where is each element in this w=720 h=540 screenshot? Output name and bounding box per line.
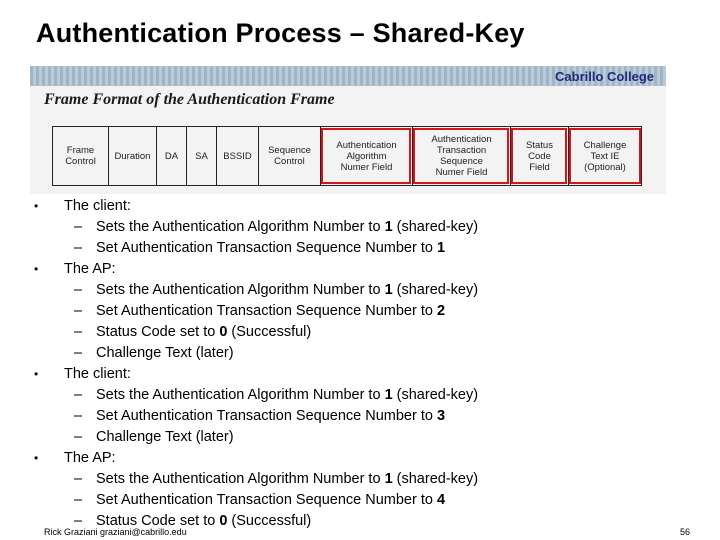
frame-field: Status Code Field — [510, 127, 568, 185]
frame-field: Frame Control — [52, 127, 108, 185]
college-banner — [30, 66, 666, 86]
sub-bullet-suffix: (shared-key) — [392, 282, 479, 298]
sub-bullet-text: Challenge Text (later) — [96, 345, 234, 361]
frame-field: Duration — [108, 127, 156, 185]
frame-field: Authentication Transaction Sequence Numer Field — [412, 127, 510, 185]
dash-icon: – — [74, 471, 83, 487]
slide-title: Authentication Process – Shared-Key — [36, 18, 525, 48]
dash-icon: – — [74, 324, 83, 340]
bullet-icon: • — [34, 451, 39, 465]
bullet-item — [34, 196, 478, 217]
frame-field: Challenge Text IE (Optional) — [568, 127, 642, 185]
dash-icon: – — [74, 387, 83, 403]
sub-bullet-item — [34, 280, 478, 301]
bullet-item — [34, 448, 478, 469]
frame-fields-row — [52, 126, 642, 186]
dash-icon: – — [74, 303, 83, 319]
frame-field: SA — [186, 127, 216, 185]
bullet-text: The client: — [64, 198, 131, 214]
dash-icon: – — [74, 492, 83, 508]
sub-bullet-text: Status Code set to — [96, 324, 220, 340]
sub-bullet-suffix: (shared-key) — [392, 219, 479, 235]
sub-bullet-text: Set Authentication Transaction Sequence Number to — [96, 240, 437, 256]
sub-bullet-value: 1 — [384, 282, 393, 298]
page-number: 56 — [679, 527, 690, 537]
bullet-list — [34, 196, 478, 532]
footer-author: Rick Graziani graziani@cabrillo.edu — [44, 527, 187, 537]
frame-field: BSSID — [216, 127, 258, 185]
sub-bullet-text: Status Code set to — [96, 513, 220, 529]
sub-bullet-text: Sets the Authentication Algorithm Number to — [96, 387, 385, 403]
sub-bullet-text: Sets the Authentication Algorithm Number to — [96, 282, 385, 298]
sub-bullet-value: 1 — [384, 219, 393, 235]
bullet-text: The AP: — [64, 450, 116, 466]
sub-bullet-suffix: (Successful) — [227, 513, 312, 529]
frame-field: DA — [156, 127, 186, 185]
sub-bullet-value: 0 — [219, 513, 228, 529]
bullet-icon: • — [34, 199, 39, 213]
frame-field: Sequence Control — [258, 127, 320, 185]
sub-bullet-value: 1 — [384, 471, 393, 487]
bullet-text: The client: — [64, 366, 131, 382]
sub-bullet-item — [34, 238, 478, 259]
sub-bullet-value: 1 — [384, 387, 393, 403]
dash-icon: – — [74, 429, 83, 445]
sub-bullet-item — [34, 490, 478, 511]
sub-bullet-item — [34, 385, 478, 406]
bullet-text: The AP: — [64, 261, 116, 277]
bullet-item — [34, 364, 478, 385]
sub-bullet-item — [34, 427, 478, 448]
dash-icon: – — [74, 282, 83, 298]
dash-icon: – — [74, 219, 83, 235]
sub-bullet-item — [34, 217, 478, 238]
sub-bullet-value: 4 — [436, 492, 446, 508]
sub-bullet-suffix: (Successful) — [227, 324, 312, 340]
dash-icon: – — [74, 408, 83, 424]
sub-bullet-text: Sets the Authentication Algorithm Number to — [96, 471, 385, 487]
sub-bullet-item — [34, 343, 478, 364]
dash-icon: – — [74, 513, 83, 529]
bullet-icon: • — [34, 367, 39, 381]
sub-bullet-text: Set Authentication Transaction Sequence Number to — [96, 492, 437, 508]
sub-bullet-item — [34, 406, 478, 427]
sub-bullet-text: Set Authentication Transaction Sequence Number to — [96, 408, 437, 424]
sub-bullet-suffix: (shared-key) — [392, 387, 479, 403]
sub-bullet-value: 2 — [436, 303, 446, 319]
sub-bullet-suffix: (shared-key) — [392, 471, 479, 487]
sub-bullet-value: 0 — [219, 324, 228, 340]
sub-bullet-value: 1 — [436, 240, 446, 256]
bullet-icon: • — [34, 262, 39, 276]
frame-field: Authentication Algorithm Numer Field — [320, 127, 412, 185]
dash-icon: – — [74, 345, 83, 361]
sub-bullet-text: Sets the Authentication Algorithm Number to — [96, 219, 385, 235]
sub-bullet-value: 3 — [436, 408, 446, 424]
frame-format-figure — [30, 66, 666, 194]
college-label: Cabrillo College — [555, 69, 654, 84]
sub-bullet-text: Set Authentication Transaction Sequence Number to — [96, 303, 437, 319]
dash-icon: – — [74, 240, 83, 256]
bullet-item — [34, 259, 478, 280]
sub-bullet-item — [34, 322, 478, 343]
sub-bullet-item — [34, 301, 478, 322]
frame-format-title: Frame Format of the Authentication Frame — [44, 91, 335, 108]
sub-bullet-item — [34, 469, 478, 490]
sub-bullet-text: Challenge Text (later) — [96, 429, 234, 445]
